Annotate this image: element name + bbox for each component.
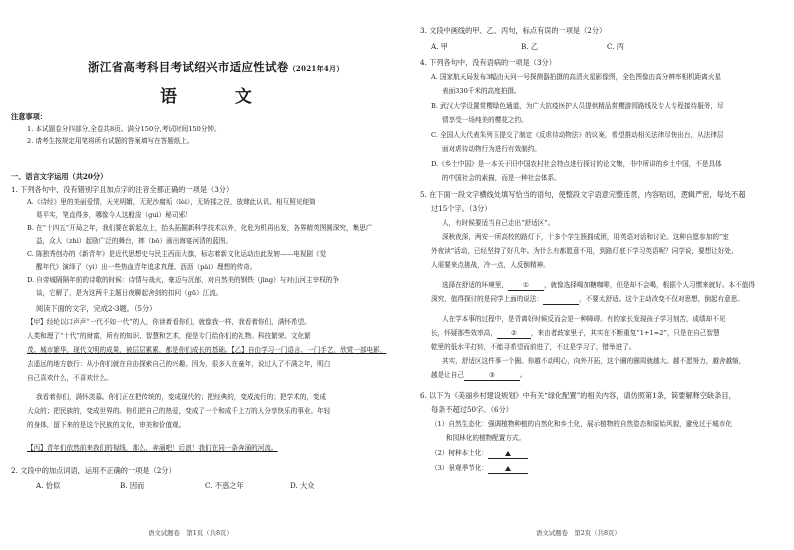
question-5: 5. 在下面一段文字横线处填写恰当的语句，使整段文字语意完整连贯，内容贴切，逻辑严密，每处不超 [420,190,746,199]
option-a: A. 恰似 [36,481,61,490]
item-text: （1）自然生态化：强调植物种植的自然化和乡土化，展示植物的自然姿态和原始风貌，避免过于城市化 [431,420,732,428]
option-c: C. 不惑之年 [205,481,244,490]
item-text: （2）树种本土化： [431,449,528,459]
item-text: 和园林化的植物配置方式。 [446,434,526,442]
passage-line: 去遥远的地方旅行：从小你们就在自由探索自己的兴趣。因为，很多人在童年，说过人了不满之年，明白 [27,360,331,368]
passage-line-with-blank: 选择在舒适的环境里， ① ，就像选择喝加糖咖啡，但是却不会喝，根据个人习惯来就好。本不值得 [442,281,755,289]
option-text: B. 在“十四五”开局之年，我们要在新起点上，抬头拓掘新科学技术以外，化危为机再出发，各界精英图圆深究，集思广 [27,224,373,232]
notice-heading: 注意事项： [11,112,47,121]
answer-blank [488,464,528,474]
option-d: D. 大众 [290,481,315,490]
passage-line: 外夜读”活动，已经坚持了好几年。为什么有都愿意不用，到路灯底下学习英语呢？同学说，要想让好处， [431,247,738,255]
blank-1-repeat [543,295,579,305]
option-text: 表面330千米的高度拍摄。 [442,87,521,95]
question-2: 2. 文段中的加点词语，运用不正确的一项是（2分） [11,466,176,475]
exam-title: 浙江省高考科目考试绍兴市适应性试卷（2021年4月） [88,60,344,74]
page-2 [398,0,794,550]
notice-item: 2. 请考生按规定用笔将所有试题的答案填写在答题纸上。 [27,137,194,145]
passage-line: 人，有时候要适当自己走出“舒适区”。 [442,219,555,227]
option-text: 易平实，笔直得多，哪像今人这般浚（guì）秘司邪！ [36,211,192,219]
section-heading: 一、语言文字运用（共20分） [11,172,108,181]
option-text: A.《诗经》里的美丽爱情，天光明媚，无泥沙腐垢（lèi），无矫揉之涅，放肆此认讥、相互照见便简 [27,198,316,206]
item-text: （3）景观季节化： [431,464,528,474]
passage-line: 自己喜欢什么，不喜欢什么。 [27,374,113,382]
answer-blank [488,449,528,459]
page-footer: 语文试题卷 第1页（共8页） [148,529,233,537]
option-text: 谈，它解了，是为这两千主题日夜聊起舍剑的扣问（gū）江流。 [36,289,223,297]
passage-line: 人在学本事的过程中，是背离好时候反而会是一种障碍。有的家长发现孩子学习刻苦，成绩却不见 [442,315,726,323]
option-b: B. 乙 [521,42,539,51]
passage-line: 我看着你们，满怀羡慕。你们正在把传统的，变成现代的；把经典的，变成流行的；把学术的，变成 [36,393,327,401]
option-a: A. 甲 [431,42,448,51]
triangle-icon [505,466,511,471]
option-text: D. 自帝城隔隔年前的诗歌的时候：诗情与战火，豪迈与沉郁，对自然美的钢铁（jīng）与对山河主宰权的争 [27,276,339,284]
passage-line: 人需要来点挑战，冷一点，人反倒精神。 [431,261,550,269]
reading-intro: 阅读下面的文字，完成2-3题。（5分） [36,304,157,313]
passage-line: 的身体，留下来的是这个民族的文化，审美和价值观。 [27,421,186,429]
option-text: D.《乡土中国》是一本关于旧中国农村社会特点进行探讨的论文集，书中所讲的乡土中国，不是具体 [431,160,722,168]
passage-line-with-blank: 长，怀疑那些效率高， ② ，来由者歧家里子，其实在不断重复“1+1=2”，只是在自己智慧 [431,329,720,337]
option-c: C. 丙 [607,42,624,51]
passage-line: 人类和理了“十代”的财富，所有的知识、智慧和艺术，便是专门给你们的礼物。科技繁荣、文化繁 [27,332,311,340]
question-6-cont: 每条不超过50字。（6分） [431,405,513,414]
subject-title: 语 文 [160,87,278,107]
option-text: C. 全国人大代表朱列玉提交了制定《反虐待动物法》的议案，希望推动相关法律尽快出台，从法律层 [431,131,724,139]
passage-line: 乾里的低水平打转，不能寻希望而前进了，不过是学习了，错举进了。 [431,343,636,351]
option-text: 的中国社会的素描，而是一种社会体系。 [442,174,561,182]
triangle-icon [505,451,511,456]
option-text: 面对虐待动物行为进行有效制约。 [442,145,541,153]
option-text: C. 陈独秀创办的《新青年》是近代思想史与民主西而大旗，标志着新文化运动由此发轫——电视剧《觉 [27,250,327,258]
passage-line: 其实，舒适区这件事一个圈。你越不动明心，向外开拓，这个圈的圈周就越大。越不愿努力，越舍越缩， [442,357,746,365]
passage-line-underlined: 茂、城市繁华，现代文明的成果，被层层累累，都是你们成长的基础。【乙】自由学习一门语言、一门手艺，欣赏一部电影， [27,346,387,354]
question-3: 3. 文段中画线的甲、乙、丙句，标点有误的一项是（2分） [420,26,607,35]
option-text: 情享受一场纯美的樱花之约。 [442,116,528,124]
notice-item: 1. 本试题卷分四部分,全卷共8页。满分150分,考试时间150分钟。 [27,125,221,133]
blank-1: ① [508,281,544,291]
question-4: 4. 下列各句中，没有语病的一项是（3分） [420,58,556,67]
option-text: 益，众人（zhì）起励广泛的舞台，摔（bō）画出海宴河清的蓝图。 [36,237,233,245]
question-1: 1. 下列各句中，没有错别字且加点字的注音全都正确的一项是（3分） [11,185,234,194]
option-text: A. 国家航天局发布3幅由天问一号探测器拍摄的高清火星影像图，全色图像由高分辨率相机距离火星 [431,73,722,81]
blank-3: ③ [464,371,520,381]
passage-line: 【甲】经纶以口声声“一代不如一代”的人，你读着看你们，就像我一样，我看着你们，满怀希望。 [27,318,311,326]
blank-2: ② [497,329,531,339]
passage-line-underlined: 【丙】青年们依然前来我们的视线，那么，奔涌吧！后浪！我们在同一条奔涌的河流。 [27,444,278,452]
passage-line: 大众的；把民族的，变成世界的。你们把自己的热爱，变成了一个和成千上万的人分享快乐的事业。年轻 [27,407,331,415]
passage-line: 深秋夜深，两安一所高校的路灯下，十多个学生簇拥成团，用英语对话和讨论。这种自愿参加的“室 [442,233,729,241]
option-text: 醒年代》演绎了（yì）出一些热血青年追求真理、沥沥（pài）理想的传奇。 [36,263,257,271]
option-b: B. 因而 [120,481,145,490]
passage-line-with-blank: 越是让自己 ③ 。 [431,371,527,379]
question-5-cont: 过15个字。（3分） [431,204,492,213]
passage-line-with-blank: 深究，值得探讨的是同学上面的说法： ，不要太舒适。这个主动改变不仅对思想，倒起有意思。 [431,295,744,303]
option-text: B. 武汉大学设置赏樱绿色通道，为广大抗疫医护人员提供精品赏樱游园路线及专人专程接待服务，尽 [431,102,724,110]
question-6: 6. 以下为《美丽乡村建设规划》中有关“绿化配置”的相关内容，请仿照第1条，简要解释空缺条目， [420,391,736,400]
page-footer: 语文试题卷 第2页（共8页） [536,529,621,537]
